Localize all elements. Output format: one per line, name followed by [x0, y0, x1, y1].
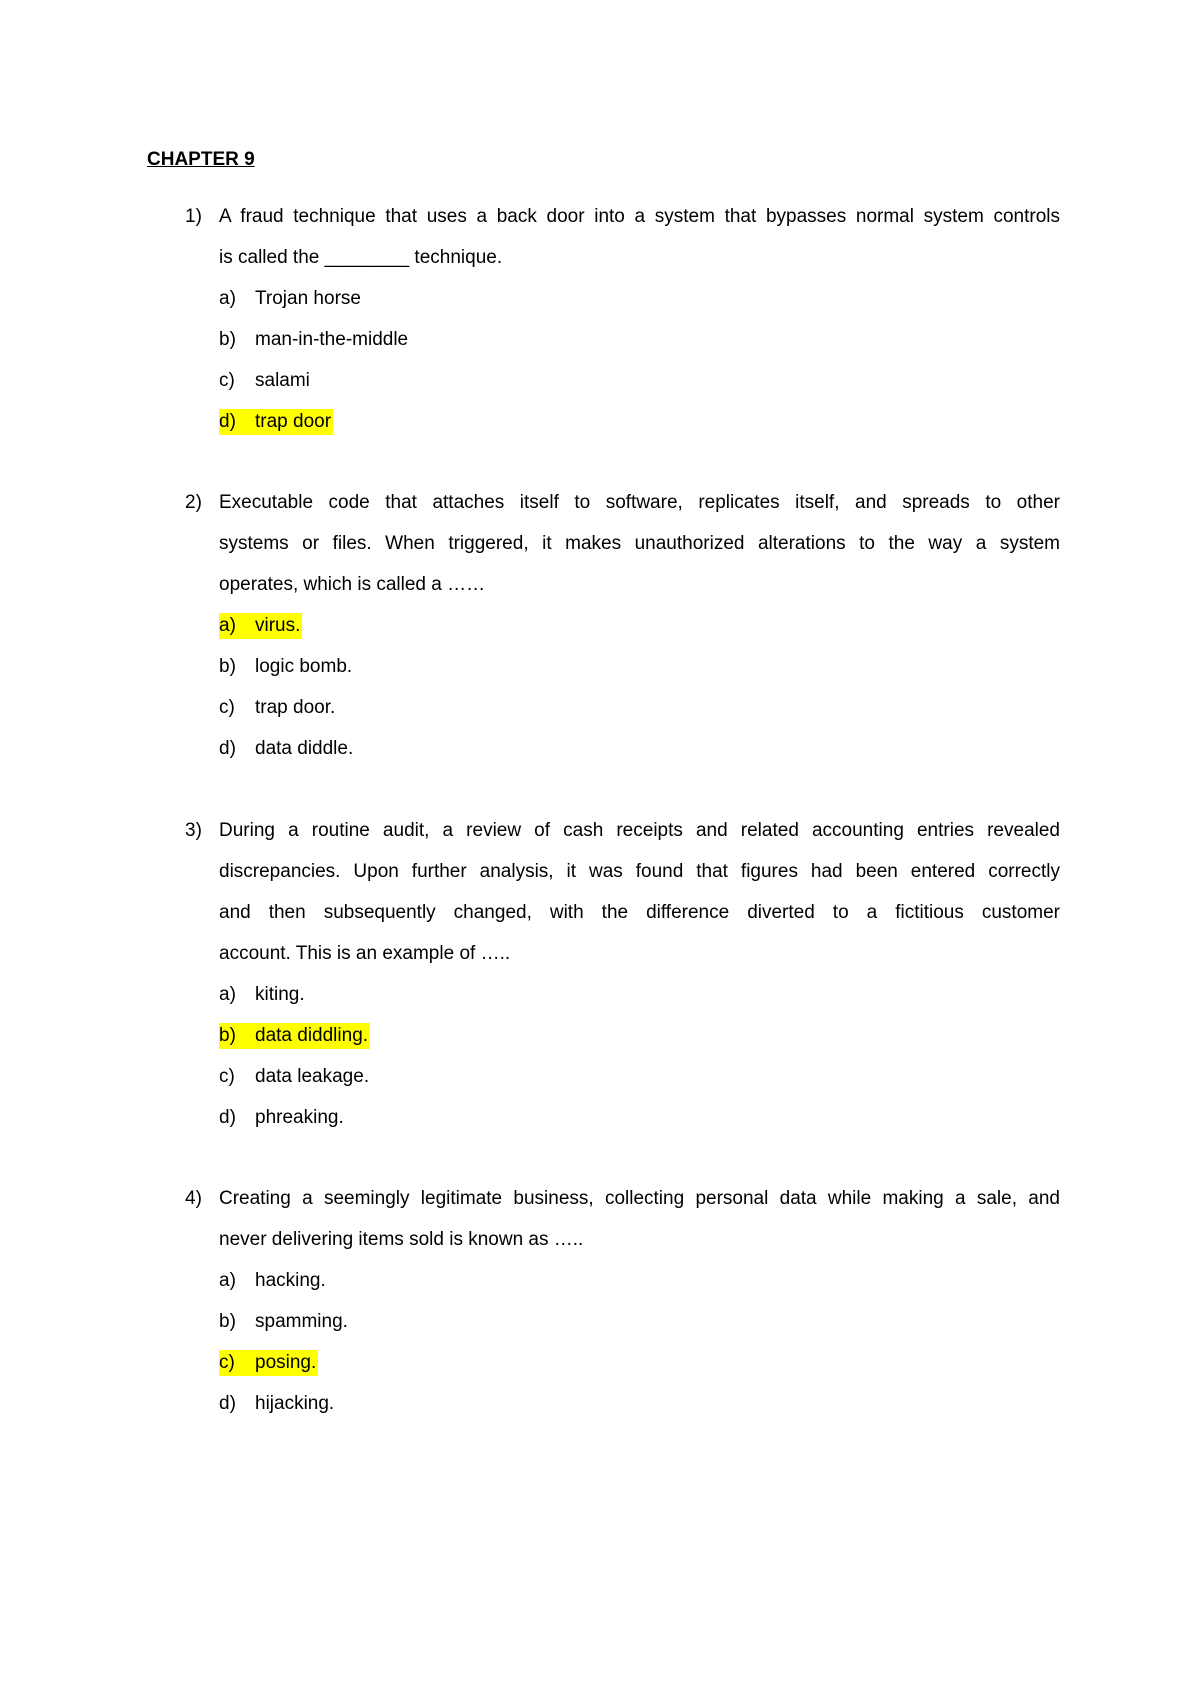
- option-content: [219, 327, 410, 353]
- option-text: Trojan horse: [255, 288, 361, 309]
- question-1: [185, 196, 1060, 442]
- option-letter: d): [219, 411, 236, 432]
- answer-option: [219, 278, 1060, 319]
- option-text: data diddling.: [255, 1025, 369, 1046]
- option-letter: c): [219, 697, 235, 718]
- option-letter: a): [219, 615, 236, 636]
- question-text: [219, 810, 1060, 974]
- option-text: logic bomb.: [255, 656, 353, 677]
- option-letter: b): [219, 1311, 236, 1332]
- option-text: data leakage.: [255, 1066, 370, 1087]
- option-content: [219, 1309, 350, 1335]
- option-text: posing.: [255, 1352, 317, 1373]
- question-line: systems or files. When triggered, it makes unauthorized alterations to the way a system: [219, 533, 1060, 554]
- question-number: 4): [185, 1188, 202, 1209]
- option-text: phreaking.: [255, 1107, 344, 1128]
- question-line: is called the ________ technique.: [219, 247, 503, 268]
- option-letter: b): [219, 329, 236, 350]
- question-3: [185, 810, 1060, 1138]
- option-content: [219, 1023, 370, 1049]
- option-letter: c): [219, 1352, 235, 1373]
- option-content: [219, 1064, 371, 1090]
- option-text: data diddle.: [255, 738, 354, 759]
- option-letter: a): [219, 1270, 236, 1291]
- question-line: Executable code that attaches itself to software, replicates itself, and spreads to other: [219, 492, 1060, 513]
- option-text: kiting.: [255, 984, 305, 1005]
- answer-option: [219, 1383, 1060, 1424]
- question-line: never delivering items sold is known as …..: [219, 1229, 584, 1250]
- answer-option: [219, 1260, 1060, 1301]
- chapter-title: CHAPTER 9: [147, 149, 255, 170]
- option-letter: d): [219, 738, 236, 759]
- option-text: trap door: [255, 411, 332, 432]
- answer-option: [219, 319, 1060, 360]
- question-line: discrepancies. Upon further analysis, it was found that figures had been entered correctly: [219, 861, 1060, 882]
- answer-option: [219, 1097, 1060, 1138]
- question-text: [219, 196, 1060, 278]
- option-content: [219, 613, 302, 639]
- option-content: [219, 695, 337, 721]
- question-line: During a routine audit, a review of cash receipts and related accounting entries revealed: [219, 820, 1060, 841]
- answer-option: [219, 1056, 1060, 1097]
- option-text: spamming.: [255, 1311, 348, 1332]
- option-content: [219, 368, 312, 394]
- option-letter: a): [219, 984, 236, 1005]
- option-letter: b): [219, 1025, 236, 1046]
- answer-option-highlighted: [219, 401, 1060, 442]
- question-line: operates, which is called a ……: [219, 574, 486, 595]
- question-line: A fraud technique that uses a back door into a system that bypasses normal system controls: [219, 206, 1060, 227]
- option-text: hacking.: [255, 1270, 326, 1291]
- answer-options: [219, 605, 1060, 769]
- answer-options: [219, 278, 1060, 442]
- option-letter: d): [219, 1393, 236, 1414]
- option-content: [219, 1350, 318, 1376]
- option-letter: c): [219, 1066, 235, 1087]
- option-text: man-in-the-middle: [255, 329, 409, 350]
- answer-options: [219, 1260, 1060, 1424]
- question-4: [185, 1178, 1060, 1424]
- answer-option-highlighted: [219, 1015, 1060, 1056]
- option-content: [219, 1268, 328, 1294]
- option-text: virus.: [255, 615, 301, 636]
- question-text: [219, 1178, 1060, 1260]
- option-letter: d): [219, 1107, 236, 1128]
- question-line: Creating a seemingly legitimate business, collecting personal data while making a sale, and: [219, 1188, 1060, 1209]
- answer-option: [219, 974, 1060, 1015]
- option-content: [219, 1391, 336, 1417]
- option-letter: c): [219, 370, 235, 391]
- option-content: [219, 982, 307, 1008]
- option-content: [219, 409, 333, 435]
- answer-option-highlighted: [219, 1342, 1060, 1383]
- answer-option: [219, 687, 1060, 728]
- question-2: [185, 482, 1060, 769]
- question-number: 2): [185, 492, 202, 513]
- option-content: [219, 1105, 346, 1131]
- option-content: [219, 286, 363, 312]
- option-letter: a): [219, 288, 236, 309]
- answer-option: [219, 1301, 1060, 1342]
- option-letter: b): [219, 656, 236, 677]
- option-content: [219, 654, 354, 680]
- question-line: and then subsequently changed, with the difference diverted to a fictitious customer: [219, 902, 1060, 923]
- question-text: [219, 482, 1060, 605]
- answer-option: [219, 646, 1060, 687]
- answer-option: [219, 360, 1060, 401]
- question-line: account. This is an example of …..: [219, 943, 511, 964]
- answer-option: [219, 728, 1060, 769]
- answer-options: [219, 974, 1060, 1138]
- option-content: [219, 736, 355, 762]
- answer-option-highlighted: [219, 605, 1060, 646]
- option-text: salami: [255, 370, 310, 391]
- option-text: trap door.: [255, 697, 336, 718]
- option-text: hijacking.: [255, 1393, 335, 1414]
- question-number: 3): [185, 820, 202, 841]
- question-number: 1): [185, 206, 202, 227]
